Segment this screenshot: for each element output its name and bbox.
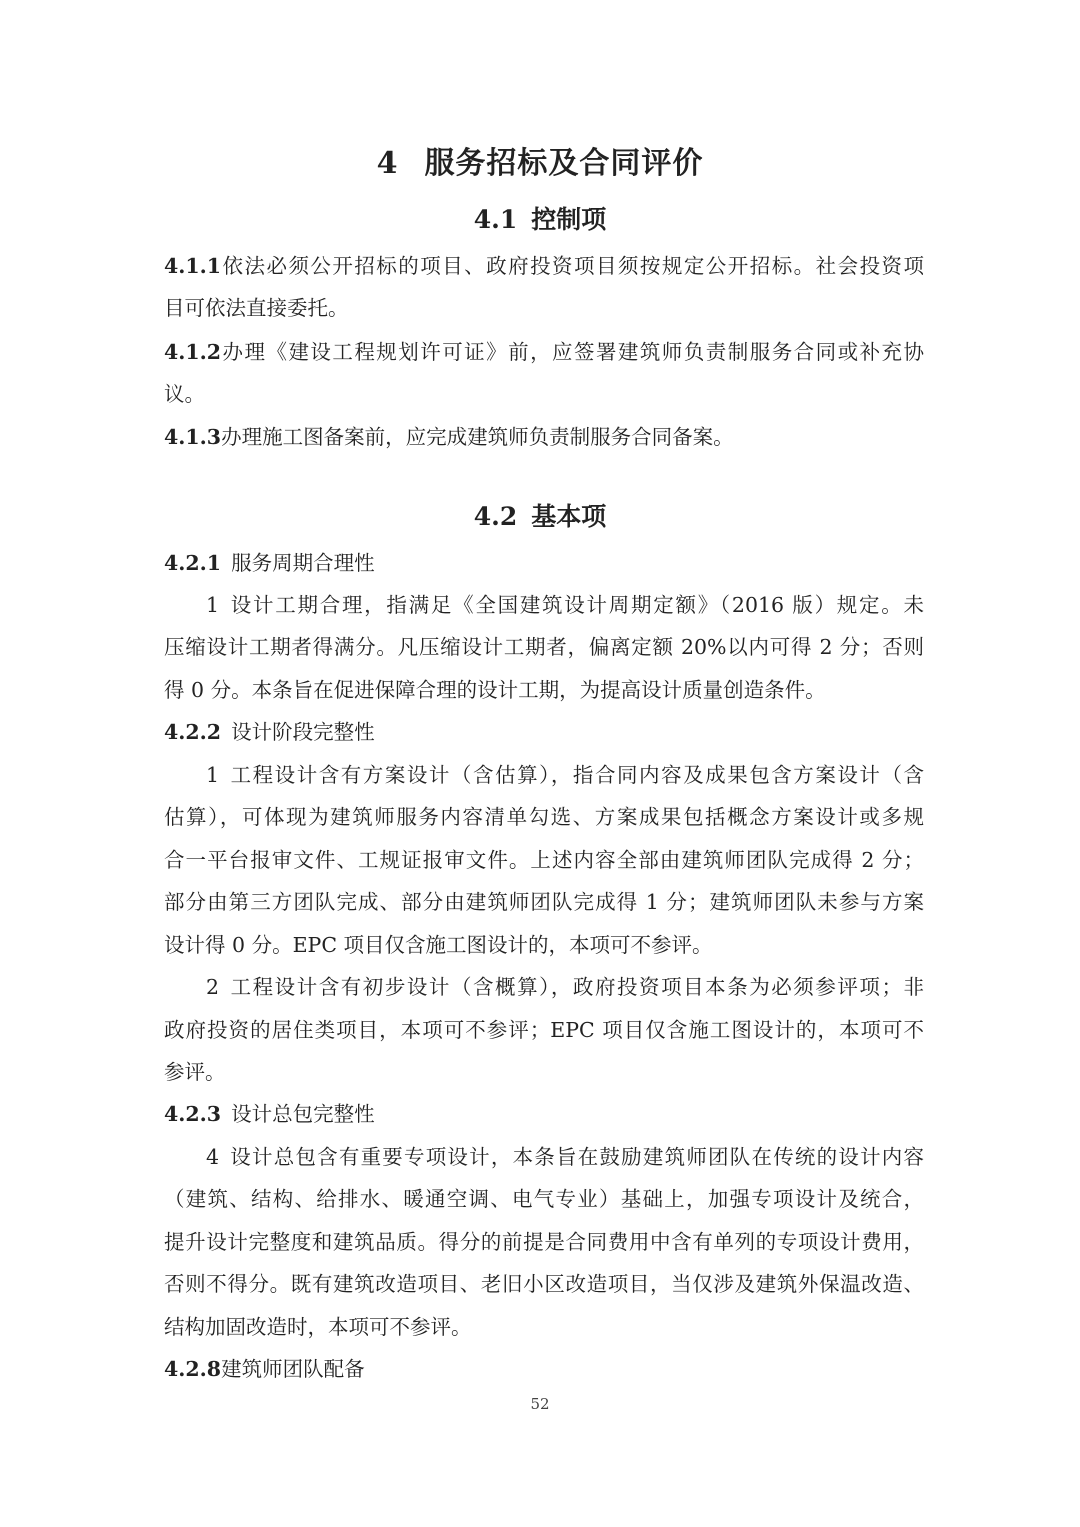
clause-4-1-3-line-1 [164,423,924,451]
section-number: 4.1 [473,205,518,234]
clause-4-2-3-item-4-line-5: 结构加固改造时，本项可不参评。 [164,1315,472,1339]
chapter-title-text: 服务招标及合同评价 [424,146,704,181]
clause-4-2-1-heading [164,549,924,577]
clause-4-1-1-line-2: 目可依法直接委托。 [164,296,349,320]
section-title-4-2 [0,497,1080,533]
chapter-title [0,138,1080,182]
clause-4-2-3-item-4-line-2: （建筑、结构、给排水、暖通空调、电气专业）基础上，加强专项设计及统合， [164,1187,924,1211]
page-number: 52 [530,1395,550,1413]
clause-4-2-1-item-1-line-2: 压缩设计工期者得满分。凡压缩设计工期者，偏离定额 20%以内可得 2 分；否则 [164,635,924,659]
clause-4-2-2-heading [164,718,924,746]
clause-number: 4.1.1 [164,254,222,278]
clause-text: 办理施工图备案前，应完成建筑师负责制服务合同备案。 [221,425,734,449]
clause-4-2-2-item-1-line-5: 设计得 0 分。EPC 项目仅含施工图设计的，本项可不参评。 [164,933,713,957]
clause-title: 建筑师团队配备 [221,1357,365,1381]
clause-text: 依法必须公开招标的项目、政府投资项目须按规定公开招标。社会投资项 [221,254,924,278]
item-number: 1 [206,593,220,617]
item-text: 工程设计含有初步设计（含概算），政府投资项目本条为必须参评项；非 [229,975,924,999]
clause-text: 办理《建设工程规划许可证》前，应签署建筑师负责制服务合同或补充协 [221,340,924,364]
clause-4-2-3-item-4-line-1 [206,1143,924,1171]
clause-4-2-2-item-1-line-4: 部分由第三方团队完成、部分由建筑师团队完成得 1 分；建筑师团队未参与方案 [164,890,924,914]
clause-4-2-3-item-4-line-4: 否则不得分。既有建筑改造项目、老旧小区改造项目，当仅涉及建筑外保温改造、 [164,1272,924,1296]
clause-number: 4.1.2 [164,340,222,364]
clause-4-2-2-item-1-line-2: 估算），可体现为建筑师服务内容清单勾选、方案成果包括概念方案设计或多规 [164,805,924,829]
clause-4-2-3-item-4-line-3: 提升设计完整度和建筑品质。得分的前提是合同费用中含有单列的专项设计费用， [164,1230,924,1254]
clause-4-1-1-line-1 [164,252,924,280]
section-title-text: 基本项 [531,502,607,531]
section-title-text: 控制项 [531,205,607,234]
clause-4-2-3-heading [164,1100,924,1128]
clause-4-2-2-item-1-line-1 [206,761,924,789]
clause-4-2-8-heading [164,1355,924,1383]
section-title-4-1 [0,200,1080,236]
chapter-number: 4 [376,146,399,181]
item-number: 2 [206,975,220,999]
clause-title: 设计总包完整性 [231,1102,375,1126]
clause-4-1-2-line-1 [164,338,924,366]
item-text: 工程设计含有方案设计（含估算），指合同内容及成果包含方案设计（含 [229,763,924,787]
clause-title: 服务周期合理性 [231,551,375,575]
clause-number: 4.2.3 [164,1102,222,1126]
section-number: 4.2 [473,502,518,531]
clause-4-2-2-item-2-line-2: 政府投资的居住类项目，本项可不参评；EPC 项目仅含施工图设计的，本项可不 [164,1018,924,1042]
clause-4-1-2-line-2: 议。 [164,382,205,406]
item-text: 设计工期合理，指满足《全国建筑设计周期定额》（2016 版）规定。未 [229,593,924,617]
item-number: 1 [206,763,220,787]
clause-number: 4.1.3 [164,425,222,449]
item-text: 设计总包含有重要专项设计，本条旨在鼓励建筑师团队在传统的设计内容 [229,1145,924,1169]
clause-number: 4.2.1 [164,551,222,575]
clause-number: 4.2.8 [164,1357,222,1381]
clause-4-2-2-item-2-line-3: 参评。 [164,1060,226,1084]
clause-4-2-2-item-2-line-1 [206,973,924,1001]
item-number: 4 [206,1145,220,1169]
clause-title: 设计阶段完整性 [231,720,375,744]
clause-number: 4.2.2 [164,720,222,744]
clause-4-2-2-item-1-line-3: 合一平台报审文件、工规证报审文件。上述内容全部由建筑师团队完成得 2 分； [164,848,924,872]
clause-4-2-1-item-1-line-3: 得 0 分。本条旨在促进保障合理的设计工期，为提高设计质量创造条件。 [164,678,826,702]
clause-4-2-1-item-1-line-1 [206,591,924,619]
